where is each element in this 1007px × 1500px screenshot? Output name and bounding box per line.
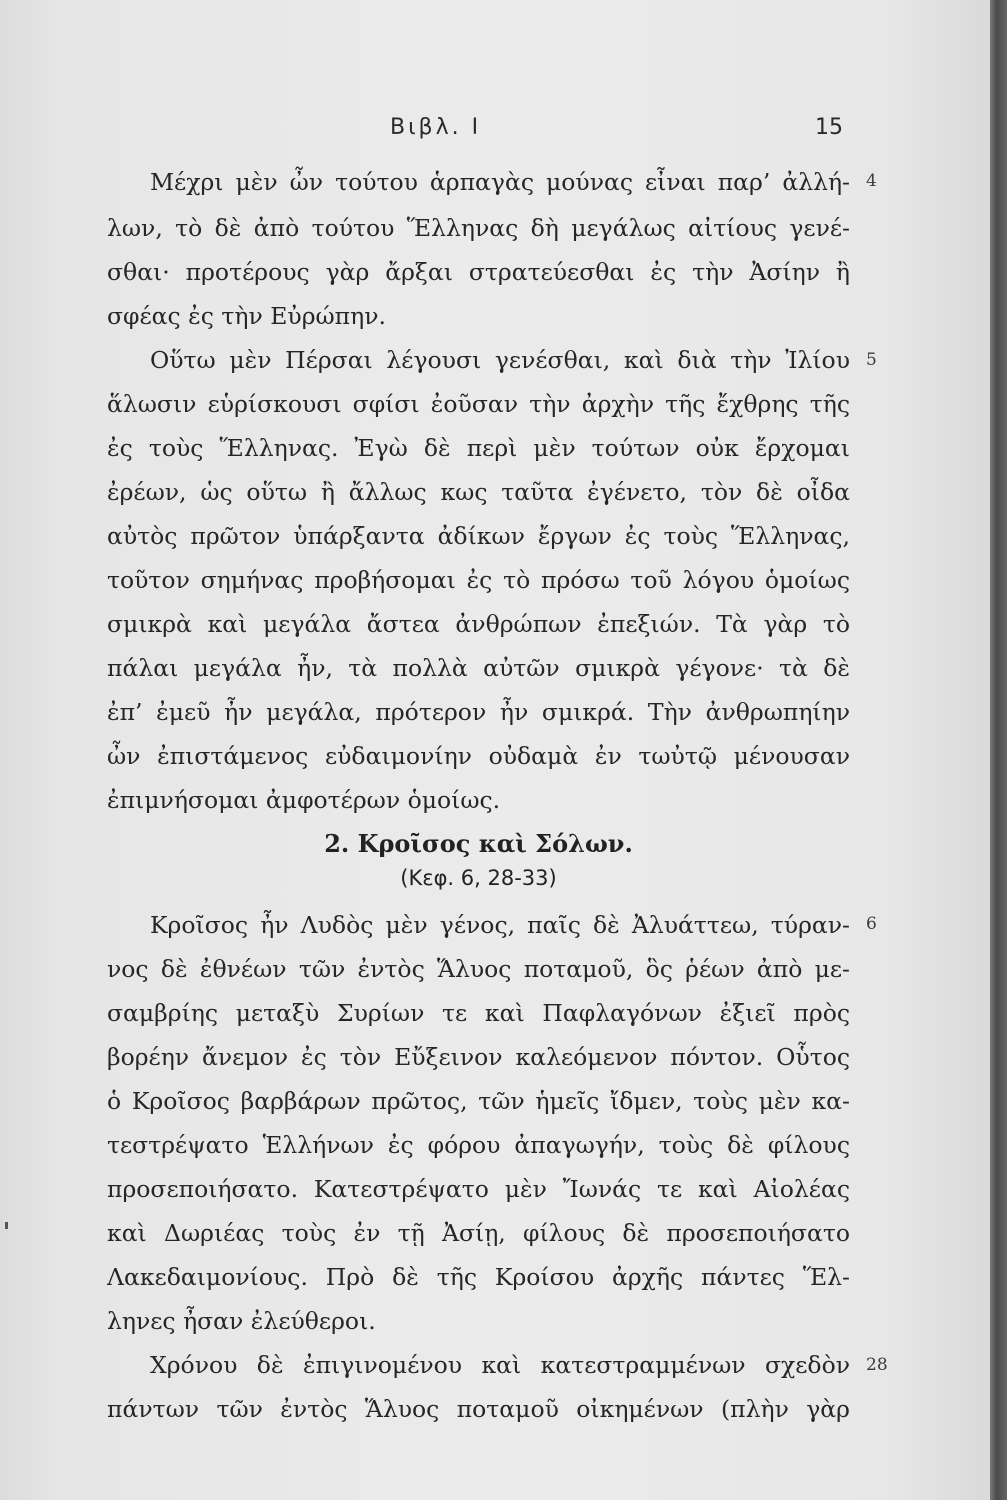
text-line: βορέην ἄνεμον ἐς τὸν Εὔξεινον καλεόμενον πόντον. Οὗτος <box>107 1043 850 1071</box>
text-line: Κροῖσος ἦν Λυδὸς μὲν γένος, παῖς δὲ Ἀλυάττεω, τύραν- <box>150 911 850 939</box>
text-line: ἐπ’ ἐμεῦ ἦν μεγάλα, πρότερον ἦν σμικρά. Τὴν ἀνθρωπηίην <box>107 698 850 726</box>
text-line: πάλαι μεγάλα ἦν, τὰ πολλὰ αὐτῶν σμικρὰ γέγονε· τὰ δὲ <box>107 654 850 682</box>
margin-number: 28 <box>866 1355 888 1375</box>
page-number: 15 <box>815 115 843 140</box>
text-line: Λακεδαιμονίους. Πρὸ δὲ τῆς Κροίσου ἀρχῆς πάντες Ἕλ- <box>107 1263 850 1291</box>
section-subtitle: (Κεφ. 6, 28-33) <box>400 866 557 890</box>
text-line: σφέας ἐς τὴν Εὐρώπην. <box>107 302 386 330</box>
text-line: τοῦτον σημήνας προβήσομαι ἐς τὸ πρόσω τοῦ λόγου ὁμοίως <box>107 566 850 594</box>
section-title: 2. Κροῖσος καὶ Σόλων. <box>324 829 633 858</box>
text-line: προσεποιήσατο. Κατεστρέψατο μὲν Ἴωνάς τε καὶ Αἰολέας <box>107 1175 850 1203</box>
text-line: νος δὲ ἐθνέων τῶν ἐντὸς Ἅλυος ποταμοῦ, ὃς ῥέων ἀπὸ με- <box>107 955 850 983</box>
text-line: ὦν ἐπιστάμενος εὐδαιμονίην οὐδαμὰ ἐν τωὐτῷ μένουσαν <box>107 742 850 770</box>
text-line: ἐς τοὺς Ἕλληνας. Ἐγὼ δὲ περὶ μὲν τούτων οὐκ ἔρχομαι <box>107 434 850 462</box>
print-speck <box>5 1222 8 1229</box>
margin-number: 6 <box>866 914 877 934</box>
page-edge-shadow <box>990 0 1007 1500</box>
text-line: πάντων τῶν ἐντὸς Ἅλυος ποταμοῦ οἰκημένων (πλὴν γὰρ <box>107 1395 850 1423</box>
text-line: Χρόνου δὲ ἐπιγινομένου καὶ κατεστραμμένων σχεδὸν <box>150 1351 850 1379</box>
text-line: σθαι· προτέρους γὰρ ἄρξαι στρατεύεσθαι ἐς τὴν Ἀσίην ἢ <box>107 258 850 286</box>
text-line: τεστρέψατο Ἑλλήνων ἐς φόρου ἀπαγωγήν, τοὺς δὲ φίλους <box>107 1131 850 1159</box>
running-head: Βιβλ. Ι <box>390 115 482 140</box>
text-line: ἐπιμνήσομαι ἀμφοτέρων ὁμοίως. <box>107 786 501 814</box>
text-line: καὶ Δωριέας τοὺς ἐν τῇ Ἀσίῃ, φίλους δὲ προσεποιήσατο <box>107 1219 850 1247</box>
text-line: αὐτὸς πρῶτον ὑπάρξαντα ἀδίκων ἔργων ἐς τοὺς Ἕλληνας, <box>107 522 850 550</box>
text-line: ἐρέων, ὡς οὕτω ἢ ἄλλως κως ταῦτα ἐγένετο, τὸν δὲ οἶδα <box>107 478 850 506</box>
text-line: Οὕτω μὲν Πέρσαι λέγουσι γενέσθαι, καὶ διὰ τὴν Ἰλίου <box>150 346 850 374</box>
text-line: ὁ Κροῖσος βαρβάρων πρῶτος, τῶν ἡμεῖς ἴδμεν, τοὺς μὲν κα- <box>107 1087 850 1115</box>
margin-number: 5 <box>866 350 877 370</box>
text-line: Μέχρι μὲν ὦν τούτου ἁρπαγὰς μούνας εἶναι παρ’ ἀλλή- <box>150 168 850 196</box>
text-line: λων, τὸ δὲ ἀπὸ τούτου Ἕλληνας δὴ μεγάλως αἰτίους γενέ- <box>107 214 850 242</box>
text-line: ἅλωσιν εὑρίσκουσι σφίσι ἐοῦσαν τὴν ἀρχὴν τῆς ἔχθρης τῆς <box>107 390 850 418</box>
text-line: ληνες ἦσαν ἐλεύθεροι. <box>107 1307 376 1335</box>
text-line: σμικρὰ καὶ μεγάλα ἄστεα ἀνθρώπων ἐπεξιών. Τὰ γὰρ τὸ <box>107 610 850 638</box>
text-line: σαμβρίης μεταξὺ Συρίων τε καὶ Παφλαγόνων ἐξιεῖ πρὸς <box>107 999 850 1027</box>
margin-number: 4 <box>866 171 877 191</box>
